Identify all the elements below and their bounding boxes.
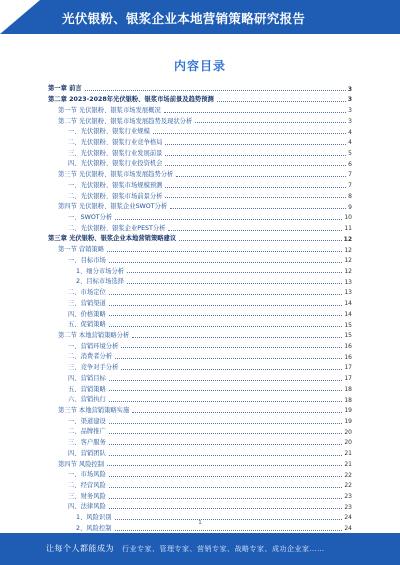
- toc-entry-page: 13: [344, 278, 352, 286]
- toc-entry-page: 23: [344, 493, 352, 501]
- toc-leader-dots: [127, 283, 342, 284]
- toc-entry[interactable]: [48, 457, 352, 468]
- toc-entry-page: 12: [344, 267, 352, 275]
- toc-entry-page: 24: [344, 514, 352, 522]
- toc-entry-page: 19: [344, 418, 352, 425]
- toc-leader-dots: [165, 144, 346, 145]
- toc-entry-label: 三、竞争对手分析: [48, 365, 119, 371]
- toc-entry-page: 10: [344, 214, 352, 222]
- toc-entry-label: 第二节 本地营销策略分析: [48, 333, 130, 339]
- toc-entry-page: 7: [348, 171, 352, 179]
- toc-entry-page: 21: [344, 450, 352, 458]
- toc-entry[interactable]: [48, 382, 352, 393]
- toc-entry[interactable]: [48, 479, 352, 490]
- toc-entry[interactable]: [48, 296, 352, 307]
- toc-entry-label: 第三节 本地营销策略实施: [48, 408, 130, 414]
- toc-entry-page: 16: [344, 342, 352, 350]
- toc-entry-label: 第四节 风险控制: [48, 462, 105, 468]
- toc-leader-dots: [168, 230, 342, 231]
- toc-leader-dots: [176, 176, 346, 177]
- toc-leader-dots: [217, 101, 346, 102]
- toc-entry-page: 12: [343, 235, 352, 243]
- toc-leader-dots: [109, 455, 343, 456]
- toc-entry-label: 三、客户服务: [48, 440, 107, 446]
- toc-leader-dots: [109, 294, 343, 295]
- toc-entry-label: 二、品牌推广: [48, 429, 107, 435]
- toc-leader-dots: [109, 326, 343, 327]
- toc-entry-page: 9: [348, 203, 352, 211]
- toc-entry-label: 二、光伏银粉、银浆行业竞争格局: [48, 140, 163, 146]
- toc-entry-label: 1、风险识别: [48, 515, 113, 521]
- toc-leader-dots: [121, 347, 342, 348]
- toc-entry-label: 一、目标市场: [48, 258, 107, 264]
- toc-entry[interactable]: [48, 500, 352, 511]
- table-of-contents: [48, 82, 352, 532]
- toc-leader-dots: [109, 380, 343, 381]
- toc-entry[interactable]: [48, 168, 352, 179]
- toc-entry-label: 六、营销执行: [48, 397, 107, 403]
- toc-entry[interactable]: [48, 404, 352, 415]
- toc-entry-label: 2、目标市场选择: [48, 279, 125, 285]
- toc-entry[interactable]: [48, 136, 352, 147]
- toc-entry-label: 一、市场风险: [48, 472, 107, 478]
- toc-entry[interactable]: [48, 393, 352, 404]
- toc-leader-dots: [121, 369, 342, 370]
- toc-entry-label: 五、促销策略: [48, 322, 107, 328]
- toc-entry-label: 第三章 光伏银粉、银浆企业本地营销策略建议: [48, 235, 177, 243]
- toc-entry[interactable]: [48, 286, 352, 297]
- toc-entry-label: 二、光伏银粉、银浆企业PEST分析: [48, 226, 166, 232]
- toc-entry[interactable]: [48, 243, 352, 254]
- toc-entry[interactable]: [48, 468, 352, 479]
- toc-entry-page: 5: [348, 150, 352, 158]
- report-title: 光伏银粉、银浆企业本地营销策略研究报告: [62, 11, 306, 26]
- toc-entry[interactable]: [48, 414, 352, 425]
- toc-leader-dots: [115, 358, 342, 359]
- toc-entry-label: 二、经营风险: [48, 483, 107, 489]
- toc-entry[interactable]: [48, 146, 352, 157]
- toc-entry[interactable]: [48, 211, 352, 222]
- toc-entry-page: 3: [347, 85, 352, 93]
- toc-entry-page: 19: [344, 407, 352, 415]
- toc-leader-dots: [109, 487, 343, 488]
- toc-entry-label: 2、风险控制: [48, 526, 113, 532]
- toc-leader-dots: [165, 197, 346, 198]
- toc-entry-label: 第二节 光伏银粉、银浆市场发展趋势及现状分析: [48, 119, 193, 125]
- toc-entry[interactable]: [48, 125, 352, 136]
- toc-entry-label: 第一节 光伏银粉、银浆市场发展概况: [48, 108, 162, 114]
- toc-entry[interactable]: [48, 103, 352, 114]
- toc-entry[interactable]: [48, 361, 352, 372]
- toc-entry-label: 一、光伏银粉、银浆市场规模预测: [48, 183, 163, 189]
- toc-entry-label: 第三节 光伏银粉、银浆市场发展趋势分析: [48, 172, 174, 178]
- toc-leader-dots: [109, 476, 343, 477]
- toc-leader-dots: [109, 423, 343, 424]
- toc-entry[interactable]: [48, 339, 352, 350]
- toc-entry-label: 一、光伏银粉、银浆行业规模: [48, 129, 151, 135]
- toc-entry-page: 15: [344, 332, 352, 340]
- toc-entry-label: 二、市场定位: [48, 290, 107, 296]
- toc-leader-dots: [132, 337, 342, 338]
- toc-leader-dots: [153, 133, 346, 134]
- toc-leader-dots: [165, 155, 346, 156]
- toc-entry-label: 四、营销团队: [48, 451, 107, 457]
- toc-leader-dots: [195, 122, 346, 123]
- toc-entry-page: 18: [344, 396, 352, 404]
- toc-entry[interactable]: [48, 189, 352, 200]
- toc-entry[interactable]: [48, 350, 352, 361]
- toc-entry[interactable]: [48, 371, 352, 382]
- toc-entry-label: 一、渠道建设: [48, 419, 107, 425]
- toc-entry-page: 3: [348, 107, 352, 115]
- toc-entry-label: 1、细分市场分析: [48, 269, 125, 275]
- toc-heading: 内容目录: [173, 59, 226, 73]
- toc-entry-label: 四、法律风险: [48, 504, 107, 510]
- toc-entry[interactable]: [48, 232, 352, 243]
- toc-leader-dots: [109, 498, 343, 499]
- toc-leader-dots: [109, 433, 343, 434]
- toc-leader-dots: [109, 444, 343, 445]
- toc-entry-page: 20: [344, 428, 352, 436]
- toc-entry-label: 四、光伏银粉、银浆行业投资机会: [48, 161, 163, 167]
- toc-leader-dots: [85, 90, 346, 91]
- toc-entry[interactable]: [48, 93, 352, 104]
- toc-leader-dots: [165, 187, 346, 188]
- toc-leader-dots: [109, 508, 343, 509]
- toc-entry[interactable]: [48, 221, 352, 232]
- toc-entry[interactable]: [48, 82, 352, 93]
- page-number: 1: [198, 520, 202, 526]
- toc-entry[interactable]: [48, 114, 352, 125]
- toc-entry-label: 第四节 光伏银粉、银浆企业SWOT分析: [48, 204, 168, 210]
- toc-entry[interactable]: [48, 329, 352, 340]
- toc-entry[interactable]: [48, 200, 352, 211]
- toc-entry[interactable]: [48, 307, 352, 318]
- toc-entry-page: 16: [344, 353, 352, 361]
- toc-entry-page: 4: [348, 128, 352, 136]
- toc-entry[interactable]: [48, 318, 352, 329]
- toc-entry-page: 17: [344, 375, 352, 383]
- toc-entry-page: 3: [348, 117, 352, 125]
- toc-entry-label: 一、营销环境分析: [48, 344, 119, 350]
- footer-slogan: 让每个人都能成为: [46, 544, 114, 553]
- toc-leader-dots: [109, 262, 343, 263]
- toc-entry-page: 3: [347, 96, 352, 104]
- toc-entry-page: 17: [344, 364, 352, 372]
- toc-entry-page: 12: [344, 257, 352, 265]
- toc-entry-page: 7: [348, 182, 352, 190]
- toc-entry-page: 14: [344, 300, 352, 308]
- toc-entry[interactable]: [48, 489, 352, 500]
- toc-entry[interactable]: [48, 178, 352, 189]
- toc-entry-page: 13: [344, 289, 352, 297]
- toc-entry-label: 第一节 营销策略: [48, 247, 105, 253]
- toc-leader-dots: [165, 165, 346, 166]
- toc-entry-page: 24: [344, 525, 352, 533]
- toc-entry[interactable]: [48, 436, 352, 447]
- header-corner-decoration: [0, 0, 40, 34]
- toc-entry-label: 二、消费者分析: [48, 354, 113, 360]
- toc-entry-page: 22: [344, 482, 352, 490]
- toc-entry-label: 一、SWOT分析: [48, 215, 113, 221]
- toc-leader-dots: [107, 251, 342, 252]
- toc-entry[interactable]: [48, 446, 352, 457]
- toc-entry-page: 4: [348, 139, 352, 147]
- toc-leader-dots: [127, 272, 342, 273]
- toc-entry-label: 第一章 前言: [48, 85, 82, 93]
- toc-leader-dots: [107, 465, 342, 466]
- toc-entry-page: 12: [344, 246, 352, 254]
- toc-leader-dots: [109, 390, 343, 391]
- toc-leader-dots: [115, 219, 342, 220]
- toc-leader-dots: [132, 412, 342, 413]
- page-header: [0, 0, 400, 34]
- toc-leader-dots: [109, 305, 343, 306]
- toc-entry-page: 23: [344, 503, 352, 511]
- toc-entry-label: 四、营销目标: [48, 376, 107, 382]
- toc-leader-dots: [109, 315, 343, 316]
- toc-entry-label: 三、营销渠道: [48, 301, 107, 307]
- footer-roles: 行业专家、管理专家、营销专家、战略专家、成功企业家……: [122, 545, 325, 553]
- toc-leader-dots: [164, 112, 346, 113]
- toc-entry-page: 11: [344, 225, 352, 233]
- toc-entry[interactable]: [48, 264, 352, 275]
- toc-entry-page: 21: [344, 460, 352, 468]
- toc-entry-page: 18: [344, 385, 352, 393]
- toc-entry-page: 22: [344, 471, 352, 479]
- toc-entry-page: 15: [344, 321, 352, 329]
- toc-entry-label: 二、光伏银粉、银浆市场前景分析: [48, 194, 163, 200]
- toc-entry[interactable]: [48, 157, 352, 168]
- toc-entry-label: 三、光伏银粉、银浆行业发展前景: [48, 151, 163, 157]
- toc-leader-dots: [170, 208, 346, 209]
- toc-entry-label: 五、营销策略: [48, 387, 107, 393]
- toc-entry[interactable]: [48, 275, 352, 286]
- toc-entry-page: 8: [348, 192, 352, 200]
- toc-leader-dots: [179, 240, 342, 241]
- toc-entry-page: 6: [348, 160, 352, 168]
- toc-entry-label: 三、财务风险: [48, 494, 107, 500]
- toc-entry-page: 14: [344, 310, 352, 318]
- toc-entry-label: 第二章 2023-2028年光伏银粉、银浆市场前景及趋势预测: [48, 96, 214, 104]
- toc-entry[interactable]: [48, 425, 352, 436]
- toc-entry[interactable]: [48, 254, 352, 265]
- toc-entry-page: 20: [344, 439, 352, 447]
- toc-leader-dots: [115, 530, 343, 531]
- page-footer: [0, 533, 400, 565]
- toc-leader-dots: [109, 401, 343, 402]
- toc-entry-label: 四、价格策略: [48, 312, 107, 318]
